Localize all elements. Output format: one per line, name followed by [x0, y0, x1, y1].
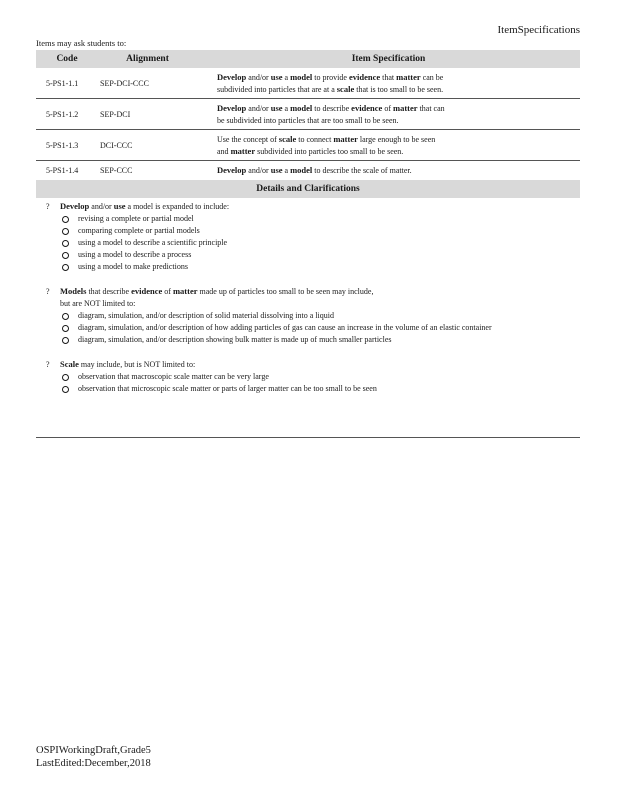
text-run: can be	[420, 73, 444, 82]
spec-line	[217, 165, 578, 177]
footer-line-1: OSPIWorkingDraft,Grade5	[36, 745, 151, 756]
bold-term: evidence	[348, 72, 381, 82]
intro-text: Items may ask students to:	[36, 38, 127, 48]
details-header: Details and Clarifications	[36, 180, 580, 198]
bullet-glyph: ?	[46, 202, 50, 211]
text-run: subdivided into particles that are at a	[217, 84, 337, 94]
list-item: using a model to describe a scientific principle	[60, 237, 580, 249]
list-item: diagram, simulation, and/or description of how adding particles of gas can cause an increase in the volume of an elastic container	[60, 322, 580, 334]
spec-cell	[197, 130, 580, 161]
code-cell: 5-PS1-1.3	[36, 130, 98, 161]
bullet-glyph: ?	[46, 360, 50, 369]
bold-term: use	[113, 201, 126, 211]
list-item: using a model to describe a process	[60, 249, 580, 261]
bold-term: scale	[336, 83, 355, 94]
bold-term: Models	[60, 286, 87, 296]
table-row	[36, 68, 580, 99]
bullet-glyph: ?	[46, 287, 50, 296]
spec-line	[217, 84, 578, 96]
table-row	[36, 130, 580, 161]
spec-cell	[197, 99, 580, 130]
list-item: diagram, simulation, and/or description showing bulk matter is made up of much smaller particles	[60, 334, 580, 346]
text-run: that can	[417, 104, 445, 113]
bold-term: model	[290, 165, 313, 175]
page-header-title: ItemSpecifications	[497, 24, 580, 36]
bold-term: scale	[278, 134, 297, 144]
text-run: to describe	[312, 104, 352, 113]
bold-term: matter	[333, 134, 358, 144]
code-cell: 5-PS1-1.1	[36, 68, 98, 99]
text-run: that describe	[86, 287, 132, 296]
text-run: of	[382, 104, 394, 113]
spec-line	[217, 115, 578, 127]
bottom-divider	[36, 437, 580, 438]
bold-term: Develop	[60, 201, 90, 211]
bold-term: model	[290, 103, 313, 113]
list-item: comparing complete or partial models	[60, 225, 580, 237]
text-run: and/or	[246, 166, 271, 175]
spec-line	[217, 146, 578, 158]
table-row	[36, 99, 580, 130]
text-run: Use the concept of	[217, 135, 279, 144]
text-run: made up of particles too small to be seen may include,	[197, 287, 374, 296]
bold-term: evidence	[131, 286, 163, 296]
text-run: subdivided into particles too small to be seen.	[255, 146, 404, 156]
bold-term: use	[270, 103, 283, 113]
bold-term: Develop	[217, 103, 247, 113]
text-run: a model is expanded to include:	[125, 202, 230, 211]
details-list	[36, 213, 580, 273]
text-run: to provide	[312, 73, 349, 82]
table-row	[36, 161, 580, 180]
list-item: revising a complete or partial model	[60, 213, 580, 225]
bold-term: matter	[230, 145, 256, 156]
text-run: may include, but is NOT limited to:	[78, 360, 196, 369]
spec-cell	[197, 161, 580, 180]
text-run: large enough to be seen	[357, 135, 436, 144]
text-run: a	[282, 73, 291, 82]
text-run: to describe the scale of matter.	[312, 166, 412, 175]
code-cell: 5-PS1-1.4	[46, 166, 79, 175]
item-spec-table	[36, 50, 580, 198]
bold-term: matter	[396, 72, 421, 82]
bold-term: Scale	[60, 359, 79, 369]
bold-term: Develop	[217, 165, 247, 175]
list-item: observation that microscopic scale matter or parts of larger matter can be too small to be seen	[60, 383, 580, 395]
text-run: to connect	[296, 135, 334, 144]
bold-term: model	[290, 72, 313, 82]
spec-line	[217, 72, 578, 84]
bold-term: matter	[393, 103, 418, 113]
list-item: diagram, simulation, and/or description of solid material dissolving into a liquid	[60, 310, 580, 322]
code-header: Code	[36, 50, 98, 68]
text-run: be subdivided into particles that are too small to be seen.	[217, 115, 399, 125]
details-list	[36, 371, 580, 395]
text-run: a	[282, 166, 291, 175]
details-lead-continued: but are NOT limited to:	[60, 299, 136, 308]
bold-term: matter	[172, 286, 198, 296]
details-list	[36, 310, 580, 346]
alignment-header: Alignment	[98, 50, 197, 68]
footer	[36, 744, 151, 770]
text-run: that is too small to be seen.	[354, 84, 444, 94]
alignment-cell: SEP-DCI	[98, 99, 197, 130]
details-lead	[36, 200, 580, 213]
alignment-cell: SEP-DCI-CCC	[98, 68, 197, 99]
bold-term: Develop	[217, 72, 247, 82]
details-block	[36, 285, 580, 346]
text-run: and	[217, 146, 231, 156]
text-run: a	[282, 104, 291, 113]
text-run: and/or	[246, 104, 271, 113]
text-run: and/or	[246, 73, 271, 82]
spec-header: Item Specification	[197, 50, 580, 68]
spec-cell	[197, 68, 580, 99]
alignment-cell: DCI-CCC	[98, 130, 197, 161]
spec-line	[217, 103, 578, 115]
details-lead	[36, 358, 580, 371]
text-run: of	[162, 287, 173, 296]
bold-term: use	[270, 72, 283, 82]
alignment-cell: SEP-CCC	[100, 166, 133, 175]
spec-line	[217, 134, 578, 146]
details-section	[36, 200, 580, 407]
text-run: and/or	[89, 202, 114, 211]
text-run: that	[380, 73, 397, 82]
details-block	[36, 200, 580, 273]
footer-line-2: LastEdited:December,2018	[36, 758, 151, 769]
code-cell: 5-PS1-1.2	[36, 99, 98, 130]
details-lead	[36, 285, 580, 298]
bold-term: use	[270, 165, 283, 175]
list-item: using a model to make predictions	[60, 261, 580, 273]
details-block	[36, 358, 580, 395]
list-item: observation that macroscopic scale matter can be very large	[60, 371, 580, 383]
bold-term: evidence	[351, 103, 383, 113]
